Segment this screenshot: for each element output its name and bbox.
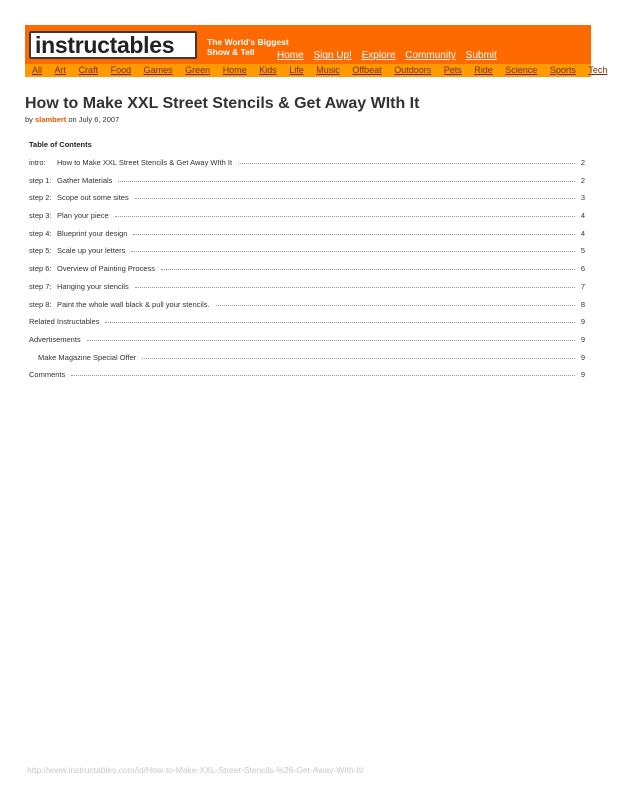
toc-page-number: 8	[580, 299, 585, 309]
toc-leader-dots	[161, 268, 575, 270]
category-link-art[interactable]: Art	[54, 65, 67, 75]
toc-entry-label: How to Make XXL Street Stencils & Get Away WIth It	[57, 158, 233, 167]
toc-leader-dots	[115, 215, 575, 217]
toc-step-prefix: step 6:	[29, 264, 52, 274]
category-link-games[interactable]: Games	[143, 65, 173, 75]
toc-entry-label: Plan your piece	[57, 211, 109, 221]
toc-row[interactable]	[29, 335, 585, 353]
byline	[25, 115, 119, 124]
toc-leader-dots	[135, 286, 575, 288]
toc-entry-label: Scale up your letters	[57, 246, 126, 256]
category-link-tech[interactable]: Tech	[588, 65, 608, 75]
byline-prefix: by	[25, 115, 33, 124]
toc-leader-dots	[105, 321, 574, 323]
toc-row[interactable]	[29, 370, 585, 388]
toc-row[interactable]	[29, 246, 585, 264]
toc-row[interactable]	[29, 264, 585, 282]
footer-url[interactable]: http://www.instructables.com/id/How-to-Make-XXL-Street-Stencils-%26-Get-Away-WIth-It/	[27, 765, 364, 775]
category-link-science[interactable]: Science	[505, 65, 538, 75]
instructables-logo[interactable]: instructables	[29, 31, 197, 59]
toc-leader-dots	[87, 339, 575, 341]
byline-date: on July 6, 2007	[68, 115, 120, 124]
toc-page-number: 9	[580, 317, 585, 327]
toc-entry-label: Gather Materials	[57, 175, 113, 185]
toc-row[interactable]	[29, 211, 585, 229]
category-link-offbeat[interactable]: Offbeat	[352, 65, 382, 75]
category-link-green[interactable]: Green	[185, 65, 211, 75]
toc-row[interactable]	[29, 353, 585, 371]
toc-step-prefix: step 3:	[29, 211, 52, 221]
toc-entry-label: Related Instructables	[29, 317, 100, 327]
table-of-contents	[29, 158, 585, 388]
toc-leader-dots	[135, 197, 575, 199]
category-link-kids[interactable]: Kids	[259, 65, 277, 75]
toc-row[interactable]	[29, 300, 585, 318]
author-link[interactable]: slambert	[35, 115, 67, 124]
nav-community-link[interactable]: Community	[405, 50, 456, 61]
toc-page-number: 9	[580, 370, 585, 380]
toc-entry-label: Scope out some sites	[57, 193, 129, 203]
toc-entry-label: Blueprint your design	[57, 228, 128, 238]
category-link-all[interactable]: All	[32, 65, 43, 75]
nav-home-link[interactable]: Home	[277, 50, 304, 61]
toc-page-number: 4	[580, 211, 585, 221]
category-link-life[interactable]: Life	[289, 65, 304, 75]
toc-row[interactable]	[29, 317, 585, 335]
toc-leader-dots	[71, 374, 575, 376]
category-link-food[interactable]: Food	[110, 65, 132, 75]
toc-page-number: 9	[580, 334, 585, 344]
top-nav	[277, 50, 504, 61]
toc-leader-dots	[131, 250, 574, 252]
toc-page-number: 5	[580, 246, 585, 256]
category-link-sports[interactable]: Sports	[549, 65, 576, 75]
toc-step-prefix: step 2:	[29, 193, 52, 203]
toc-entry-label: Advertisements	[29, 334, 81, 344]
toc-page-number: 2	[580, 158, 585, 167]
toc-page-number: 3	[580, 193, 585, 203]
toc-page-number: 7	[580, 281, 585, 291]
toc-entry-label: Make Magazine Special Offer	[38, 352, 137, 362]
toc-entry-label: Paint the whole wall black & pull your stencils.	[57, 299, 210, 309]
toc-row[interactable]	[29, 158, 585, 176]
toc-page-number: 9	[580, 352, 585, 362]
toc-page-number: 6	[580, 264, 585, 274]
category-link-home[interactable]: Home	[222, 65, 247, 75]
toc-heading: Table of Contents	[29, 140, 92, 149]
toc-leader-dots	[133, 233, 574, 235]
category-link-pets[interactable]: Pets	[443, 65, 462, 75]
toc-entry-label: Comments	[29, 370, 66, 380]
toc-row[interactable]	[29, 282, 585, 300]
nav-explore-link[interactable]: Explore	[361, 50, 396, 61]
category-link-ride[interactable]: Ride	[474, 65, 493, 75]
toc-page-number: 2	[580, 175, 585, 185]
category-link-craft[interactable]: Craft	[78, 65, 99, 75]
toc-leader-dots	[118, 180, 574, 182]
toc-step-prefix: step 4:	[29, 228, 52, 238]
document-title: How to Make XXL Street Stencils & Get Away WIth It	[25, 95, 420, 112]
toc-step-prefix: step 1:	[29, 175, 52, 185]
toc-step-prefix: step 8:	[29, 299, 52, 309]
toc-row[interactable]	[29, 193, 585, 211]
category-link-music[interactable]: Music	[316, 65, 340, 75]
toc-step-prefix: step 5:	[29, 246, 52, 256]
toc-leader-dots	[238, 162, 575, 164]
tagline-line-2: Show & Tell	[207, 47, 255, 57]
toc-row[interactable]	[29, 176, 585, 194]
toc-step-prefix: intro:	[29, 158, 46, 167]
toc-page-number: 4	[580, 228, 585, 238]
toc-leader-dots	[142, 357, 575, 359]
category-bar	[25, 64, 608, 77]
tagline-line-1: The World's Biggest	[207, 37, 289, 47]
category-link-outdoors[interactable]: Outdoors	[394, 65, 432, 75]
nav-signup-link[interactable]: Sign Up!	[313, 50, 352, 61]
nav-submit-link[interactable]: Submit	[465, 50, 497, 61]
site-header	[25, 25, 608, 77]
toc-entry-label: Overview of Painting Process	[57, 264, 155, 274]
toc-row[interactable]	[29, 229, 585, 247]
toc-entry-label: Hanging your stencils	[57, 281, 129, 291]
toc-leader-dots	[216, 304, 575, 306]
toc-step-prefix: step 7:	[29, 281, 52, 291]
